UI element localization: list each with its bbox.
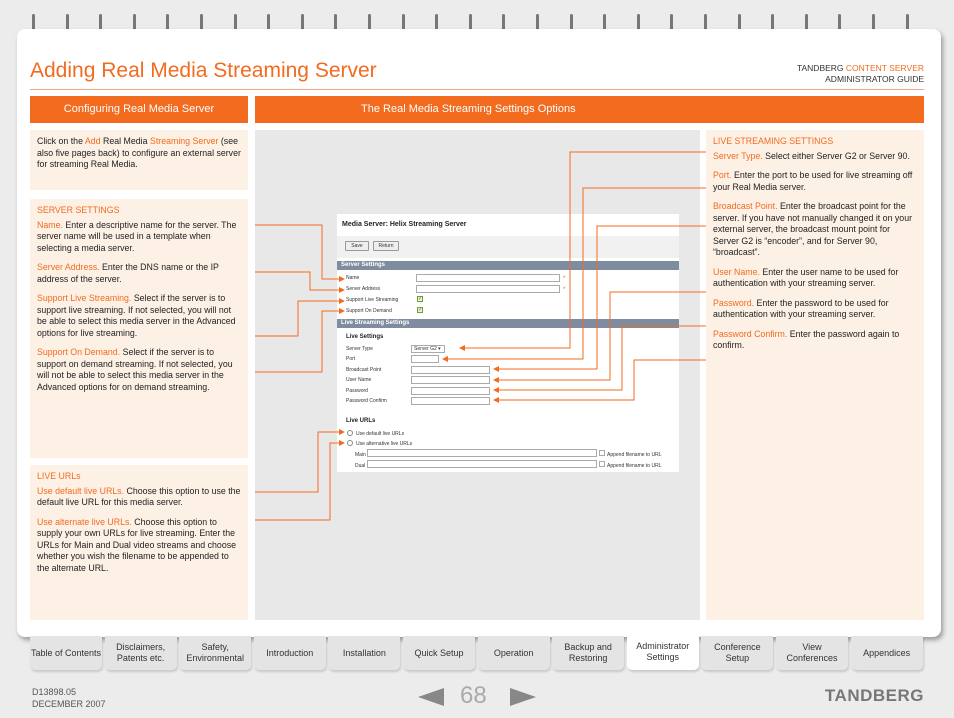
shot-alternate-label: Use alternative live URLs xyxy=(356,441,413,447)
embedded-screenshot xyxy=(337,214,679,472)
shot-broadcast-label: Broadcast Point xyxy=(346,367,382,373)
tab-disclaimers-patents-etc[interactable]: Disclaimers, Patents etc. xyxy=(105,636,177,670)
right-section-header: The Real Media Streaming Settings Options xyxy=(255,96,924,123)
tab-backup-and-restoring[interactable]: Backup and Restoring xyxy=(552,636,624,670)
page-title: Adding Real Media Streaming Server xyxy=(30,59,377,82)
shot-broadcast-input[interactable] xyxy=(411,366,490,374)
shot-username-input[interactable] xyxy=(411,376,490,384)
shot-live-streaming-bar[interactable]: Live Streaming Settings xyxy=(337,319,679,328)
next-page-arrow-icon[interactable] xyxy=(510,688,536,706)
shot-button-bar xyxy=(337,236,679,258)
add-link[interactable]: Add xyxy=(84,136,101,146)
shot-support-ondemand-checkbox[interactable]: ✓ xyxy=(418,307,423,313)
shot-server-address-input[interactable] xyxy=(416,285,560,293)
shot-support-live-checkbox[interactable]: ✓ xyxy=(418,296,423,302)
brand-guide: ADMINISTRATOR GUIDE xyxy=(825,74,924,84)
shot-password-input[interactable] xyxy=(411,387,490,395)
live-urls-box xyxy=(30,465,248,620)
tab-quick-setup[interactable]: Quick Setup xyxy=(403,636,475,670)
shot-password-label: Password xyxy=(346,388,368,394)
brand-company: TANDBERG xyxy=(796,63,846,73)
shot-server-type-label: Server Type xyxy=(346,346,373,352)
tab-appendices[interactable]: Appendices xyxy=(851,636,923,670)
shot-support-live-label: Support Live Streaming xyxy=(346,297,399,303)
tab-safety-environmental[interactable]: Safety, Environmental xyxy=(179,636,251,670)
desc-support-live: Support Live Streaming. Select if the server is to support live streaming. If not selected, you will not be able to select this media server in the Advanced options for live streaming. xyxy=(37,293,236,338)
footer-doc-info xyxy=(32,686,106,710)
shot-name-input[interactable] xyxy=(416,274,560,282)
desc-server-type: Server Type. Select either Server G2 or Server 90. xyxy=(713,150,910,161)
shot-server-settings-bar[interactable]: Server Settings xyxy=(337,261,679,270)
shot-name-label: Name xyxy=(346,275,360,281)
desc-port: Port. Enter the port to be used for live streaming off your Real Media server. xyxy=(713,170,913,192)
tab-administrator-settings[interactable]: Administrator Settings xyxy=(627,634,699,670)
shot-live-urls-heading: Live URLs xyxy=(346,418,376,424)
shot-support-ondemand-label: Support On Demand xyxy=(346,308,392,314)
desc-user-name: User Name. Enter the user name to be used for authentication with your streaming server. xyxy=(713,266,899,288)
brand-product: CONTENT SERVER xyxy=(845,63,924,73)
tab-view-conferences[interactable]: View Conferences xyxy=(776,636,848,670)
doc-date: DECEMBER 2007 xyxy=(32,699,106,709)
section-tabs xyxy=(30,636,924,670)
tab-operation[interactable]: Operation xyxy=(478,636,550,670)
streaming-server-link[interactable]: Streaming Server xyxy=(149,136,219,146)
shot-return-button[interactable]: Return xyxy=(373,241,399,251)
shot-server-address-label: Server Address xyxy=(346,286,381,292)
shot-alternate-radio[interactable] xyxy=(347,440,353,446)
shot-default-label: Use default live URLs xyxy=(356,431,405,437)
title-divider xyxy=(30,89,924,90)
prev-page-arrow-icon[interactable] xyxy=(418,688,444,706)
tab-introduction[interactable]: Introduction xyxy=(254,636,326,670)
live-streaming-heading: LIVE STREAMING SETTINGS xyxy=(713,136,834,146)
desc-use-default: Use default live URLs. Choose this option to use the default live URL for this media server. xyxy=(37,485,241,507)
shot-dual-append-label: Append filename to URL xyxy=(607,463,662,469)
desc-name: Name. Enter a descriptive name for the server. The server name will be used in a template when selecting a media server. xyxy=(37,219,237,253)
shot-port-label: Port xyxy=(346,356,356,362)
shot-port-input[interactable] xyxy=(411,355,439,363)
shot-required-mark: * xyxy=(563,287,566,293)
server-settings-heading: SERVER SETTINGS xyxy=(37,205,120,215)
desc-use-alternate: Use alternate live URLs. Choose this option to supply your own URLs for live streaming. Enter the URLs for Main and Dual video streams and choose whether you wish the filename to be appended to the alternate URL. xyxy=(37,516,237,573)
server-settings-box xyxy=(30,199,248,458)
shot-default-radio[interactable] xyxy=(347,430,353,436)
shot-password-confirm-input[interactable] xyxy=(411,397,490,405)
shot-title: Media Server: Helix Streaming Server xyxy=(342,221,467,228)
doc-id: D13898.05 xyxy=(32,687,77,697)
tab-conference-setup[interactable]: Conference Setup xyxy=(701,636,773,670)
intro-box: Click on the Add Real Media Streaming Server (see also five pages back) to configure an external server for streaming Real Media. xyxy=(30,130,248,190)
tab-table-of-contents[interactable]: Table of Contents xyxy=(30,636,102,670)
shot-dual-url-input[interactable] xyxy=(367,460,597,468)
pager xyxy=(418,682,538,712)
shot-main-append-checkbox[interactable] xyxy=(599,450,605,456)
desc-broadcast-point: Broadcast Point. Enter the broadcast point for the server. If you have not manually changed it on your external server, the broadcast mount point for Server G2 is “encoder”, and for Server 90, “broadcast”. xyxy=(713,201,913,257)
desc-password-confirm: Password Confirm. Enter the password again to confirm. xyxy=(713,328,900,350)
shot-main-append-label: Append filename to URL xyxy=(607,452,662,458)
brand-header xyxy=(797,63,924,85)
page-number: 68 xyxy=(460,682,487,709)
desc-support-ondemand: Support On Demand. Select if the server is to support on demand streaming. If not selected, you will not be able to select this media server in the Advanced options for on demand streaming. xyxy=(37,347,233,392)
live-streaming-settings-box xyxy=(706,130,924,620)
tab-installation[interactable]: Installation xyxy=(328,636,400,670)
shot-username-label: User Name xyxy=(346,377,372,383)
live-urls-heading: LIVE URLs xyxy=(37,471,81,481)
shot-main-label: Main xyxy=(355,452,366,458)
shot-dual-append-checkbox[interactable] xyxy=(599,461,605,467)
desc-server-address: Server Address. Enter the DNS name or the IP address of the server. xyxy=(37,262,219,284)
shot-main-url-input[interactable] xyxy=(367,449,597,457)
shot-server-type-select[interactable]: Server G2 ▾ xyxy=(411,345,445,353)
left-section-header: Configuring Real Media Server xyxy=(30,96,248,123)
shot-required-mark: * xyxy=(563,276,566,282)
shot-password-confirm-label: Password Confirm xyxy=(346,398,387,404)
shot-dual-label: Dual xyxy=(355,463,366,469)
shot-save-button[interactable]: Save xyxy=(345,241,369,251)
desc-password: Password. Enter the password to be used for authentication with your streaming server. xyxy=(713,297,889,319)
tandberg-logo: TANDBERG xyxy=(824,686,924,705)
shot-live-settings-heading: Live Settings xyxy=(346,334,384,340)
